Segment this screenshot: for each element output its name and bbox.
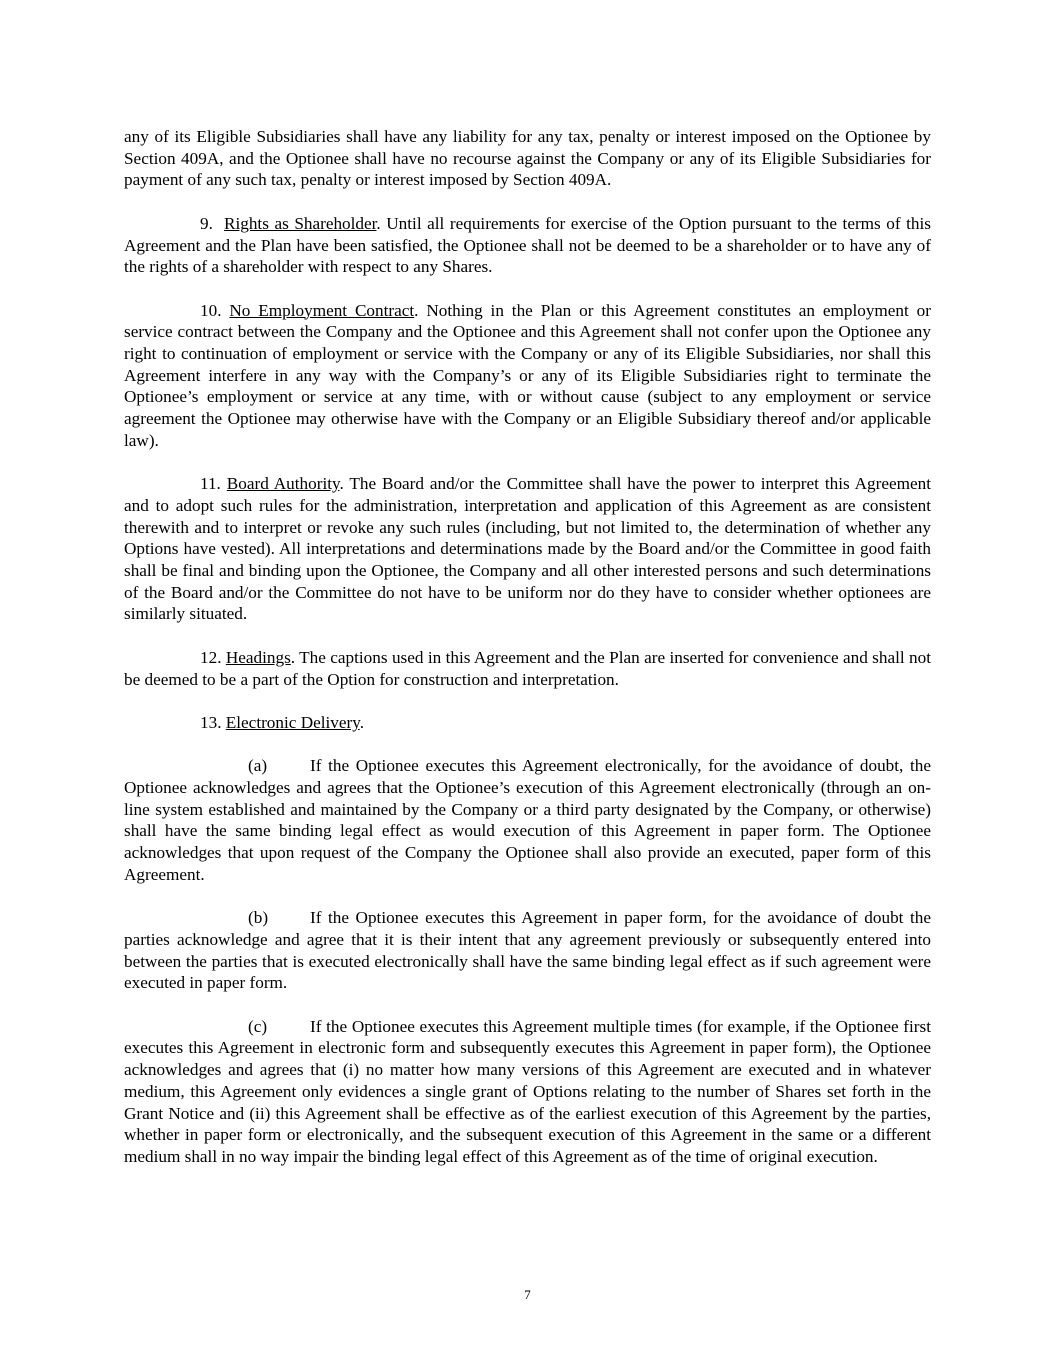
- section-heading: No Employment Contract: [229, 300, 415, 320]
- subsection-text: If the Optionee executes this Agreement in paper form, for the avoidance of doubt the parties acknowledge and agree that it is their intent that any agreement previously or subsequently entered into between the parties that is executed electronically shall have the same binding legal effect as if such agreement were executed in paper form.: [124, 908, 931, 993]
- section-number: 13.: [200, 712, 222, 732]
- subsection-a: [124, 755, 931, 885]
- section-heading: Headings: [225, 647, 291, 667]
- section-heading: Electronic Delivery: [225, 712, 360, 732]
- section-number: 9.: [200, 213, 213, 233]
- section-heading: Board Authority: [226, 474, 340, 494]
- section-text: . The captions used in this Agreement and the Plan are inserted for convenience and shall not be deemed to be a part of the Option for construction and interpretation.: [124, 647, 931, 689]
- document-page: [124, 126, 931, 1168]
- section-number: 12.: [200, 647, 222, 667]
- section-heading: Rights as Shareholder: [224, 213, 377, 233]
- continuation-paragraph: any of its Eligible Subsidiaries shall have any liability for any tax, penalty or interest imposed on the Optionee by Section 409A, and the Optionee shall have no recourse against the Company or any of its Eligible Subsidiaries for payment of any such tax, penalty or interest imposed by Section 409A.: [124, 127, 931, 190]
- section-number: 11.: [200, 474, 221, 494]
- section-12: [124, 647, 931, 690]
- section-text: . Until all requirements for exercise of the Option pursuant to the terms of this Agreement and the Plan have been satisfied, the Optionee shall not be deemed to be a shareholder or to have any of the rights of a shareholder with respect to any Shares.: [124, 213, 931, 277]
- section-11: [124, 473, 931, 625]
- section-13: [124, 712, 931, 734]
- section-9: [124, 213, 931, 278]
- subsection-label: (a): [248, 756, 268, 776]
- subsection-b: [124, 907, 931, 994]
- subsection-label: (b): [248, 908, 269, 928]
- subsection-text: If the Optionee executes this Agreement electronically, for the avoidance of doubt, the Optionee acknowledges and agrees that the Optionee’s execution of this Agreement electronically (through an on-line system established and maintained by the Company or a third party designated by the Company, or otherwise) shall have the same binding legal effect as would execution of this Agreement in paper form. The Optionee acknowledges that upon request of the Company the Optionee shall also provide an executed, paper form of this Agreement.: [124, 756, 931, 884]
- subsection-text: If the Optionee executes this Agreement multiple times (for example, if the Optionee first executes this Agreement in electronic form and subsequently executes this Agreement in paper form), the Optionee acknowledges and agrees that (i) no matter how many versions of this Agreement are executed and in whatever medium, this Agreement only evidences a single grant of Options relating to the number of Shares set forth in the Grant Notice and (ii) this Agreement shall be effective as of the earliest execution of this Agreement by the parties, whether in paper form or electronically, and the subsequent execution of this Agreement in the same or a different medium shall in no way impair the binding legal effect of this Agreement as of the time of original execution.: [124, 1016, 931, 1166]
- subsection-label: (c): [248, 1016, 268, 1036]
- section-text: . The Board and/or the Committee shall have the power to interpret this Agreement and to adopt such rules for the administration, interpretation and application of this Agreement as are consistent therewith and to interpret or revoke any such rules (including, but not limited to, the determination of whether any Options have vested). All interpretations and determinations made by the Board and/or the Committee in good faith shall be final and binding upon the Optionee, the Company and all other interested persons and such determinations of the Board and/or the Committee do not have to be uniform nor do they have to consider whether optionees are similarly situated.: [124, 474, 931, 624]
- section-text: .: [359, 712, 365, 732]
- section-number: 10.: [200, 300, 222, 320]
- subsection-c: [124, 1016, 931, 1168]
- section-10: [124, 300, 931, 452]
- page-number: 7: [524, 1287, 531, 1302]
- section-text: . Nothing in the Plan or this Agreement constitutes an employment or service contract between the Company and the Optionee and this Agreement shall not confer upon the Optionee any right to continuation of employment or service with the Company or any of its Eligible Subsidiaries, nor shall this Agreement interfere in any way with the Company’s or any of its Eligible Subsidiaries right to terminate the Optionee’s employment or service at any time, with or without cause (subject to any employment or service agreement the Optionee may otherwise have with the Company or an Eligible Subsidiary thereof and/or applicable law).: [124, 300, 932, 450]
